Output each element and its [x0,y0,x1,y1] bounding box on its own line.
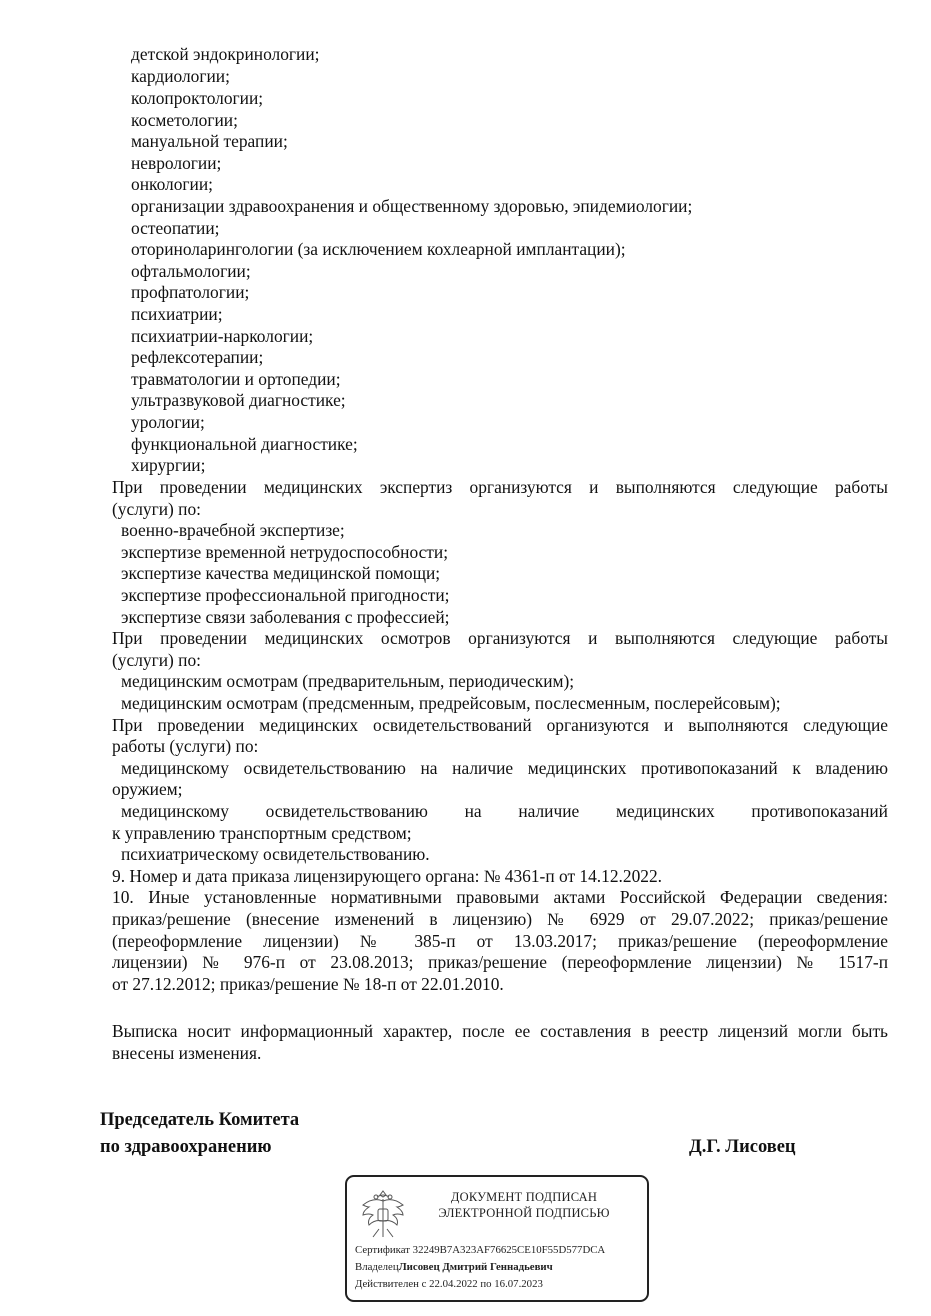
list-item: военно-врачебной экспертизе; [121,520,345,540]
stamp-owner-label: Владелец [355,1261,399,1273]
section-10-line: 10. Иные установленные нормативными правовыми актами Российской Федерации сведения: [112,887,888,907]
list-item: урологии; [131,412,205,432]
certifications-intro-cont: работы (услуги) по: [112,736,259,756]
list-item: экспертизе профессиональной пригодности; [121,585,450,605]
list-item: хирургии; [131,455,206,475]
list-item: психиатрическому освидетельствованию. [121,844,430,864]
list-item: ультразвуковой диагностике; [131,390,346,410]
list-item: экспертизе связи заболевания с профессией; [121,607,450,627]
list-item: колопроктологии; [131,88,264,108]
list-item: офтальмологии; [131,261,251,281]
exams-intro-cont: (услуги) по: [112,650,201,670]
expertise-intro: При проведении медицинских экспертиз организуются и выполняются следующие работы [112,477,888,497]
stamp-owner [355,1260,553,1274]
list-item: медицинским осмотрам (предварительным, периодическим); [121,671,575,691]
expertise-intro-cont: (услуги) по: [112,499,201,519]
list-item: онкологии; [131,174,213,194]
list-item: косметологии; [131,110,238,130]
note-line: внесены изменения. [112,1043,262,1063]
list-item: кардиологии; [131,66,230,86]
certifications-intro: При проведении медицинских освидетельствований организуются и выполняются следующие [112,715,888,735]
list-item: остеопатии; [131,218,220,238]
list-item: детской эндокринологии; [131,44,320,64]
stamp-validity: Действителен с 22.04.2022 по 16.07.2023 [355,1278,543,1290]
stamp-owner-value: Лисовец Дмитрий Геннадьевич [398,1261,553,1273]
list-item: мануальной терапии; [131,131,288,151]
list-item: травматологии и ортопедии; [131,369,341,389]
list-item: экспертизе качества медицинской помощи; [121,563,441,583]
list-item: психиатрии; [131,304,223,324]
section-10-line: приказ/решение (внесение изменений в лицензию) № 6929 от 29.07.2022; приказ/решение [112,909,888,929]
section-10-line: от 27.12.2012; приказ/решение № 18-п от 22.01.2010. [112,974,504,994]
list-item: экспертизе временной нетрудоспособности; [121,542,449,562]
list-item: профпатологии; [131,282,250,302]
list-item: медицинскому освидетельствованию на наличие медицинских противопоказаний к владению [121,758,888,778]
signer-position: Председатель Комитета [100,1110,300,1130]
stamp-title [419,1189,629,1221]
list-item: медицинским осмотрам (предсменным, предрейсовым, послесменным, послерейсовым); [121,693,781,713]
note-line: Выписка носит информационный характер, после ее составления в реестр лицензий могли быть [112,1021,888,1041]
list-item: рефлексотерапии; [131,347,264,367]
e-signature-stamp [345,1175,649,1302]
list-item: неврологии; [131,153,222,173]
list-item: оториноларингологии (за исключением кохлеарной имплантации); [131,239,626,259]
stamp-title-line: ЭЛЕКТРОННОЙ ПОДПИСЬЮ [438,1206,610,1220]
stamp-certificate [355,1243,605,1257]
list-item-cont: оружием; [112,779,183,799]
exams-intro: При проведении медицинских осмотров организуются и выполняются следующие работы [112,628,888,648]
stamp-certificate-value: 32249B7A323AF76625CE10F55D577DCA [412,1244,606,1256]
section-9: 9. Номер и дата приказа лицензирующего органа: № 4361-п от 14.12.2022. [112,866,663,886]
signer-name: Д.Г. Лисовец [689,1137,796,1157]
stamp-title-line: ДОКУМЕНТ ПОДПИСАН [450,1190,598,1204]
list-item: организации здравоохранения и общественному здоровью, эпидемиологии; [131,196,693,216]
list-item-cont: к управлению транспортным средством; [112,823,412,843]
stamp-certificate-label: Сертификат [355,1244,410,1256]
list-item: медицинскому освидетельствованию на наличие медицинских противопоказаний [121,801,888,821]
section-10-line: (переоформление лицензии) № 385-п от 13.03.2017; приказ/решение (переоформление [112,931,888,951]
section-10-line: лицензии) № 976-п от 23.08.2013; приказ/решение (переоформление лицензии) № 1517-п [112,952,888,972]
coat-of-arms-icon [357,1185,409,1241]
signer-position-cont: по здравоохранению [100,1137,272,1157]
list-item: психиатрии-наркологии; [131,326,314,346]
list-item: функциональной диагностике; [131,434,358,454]
